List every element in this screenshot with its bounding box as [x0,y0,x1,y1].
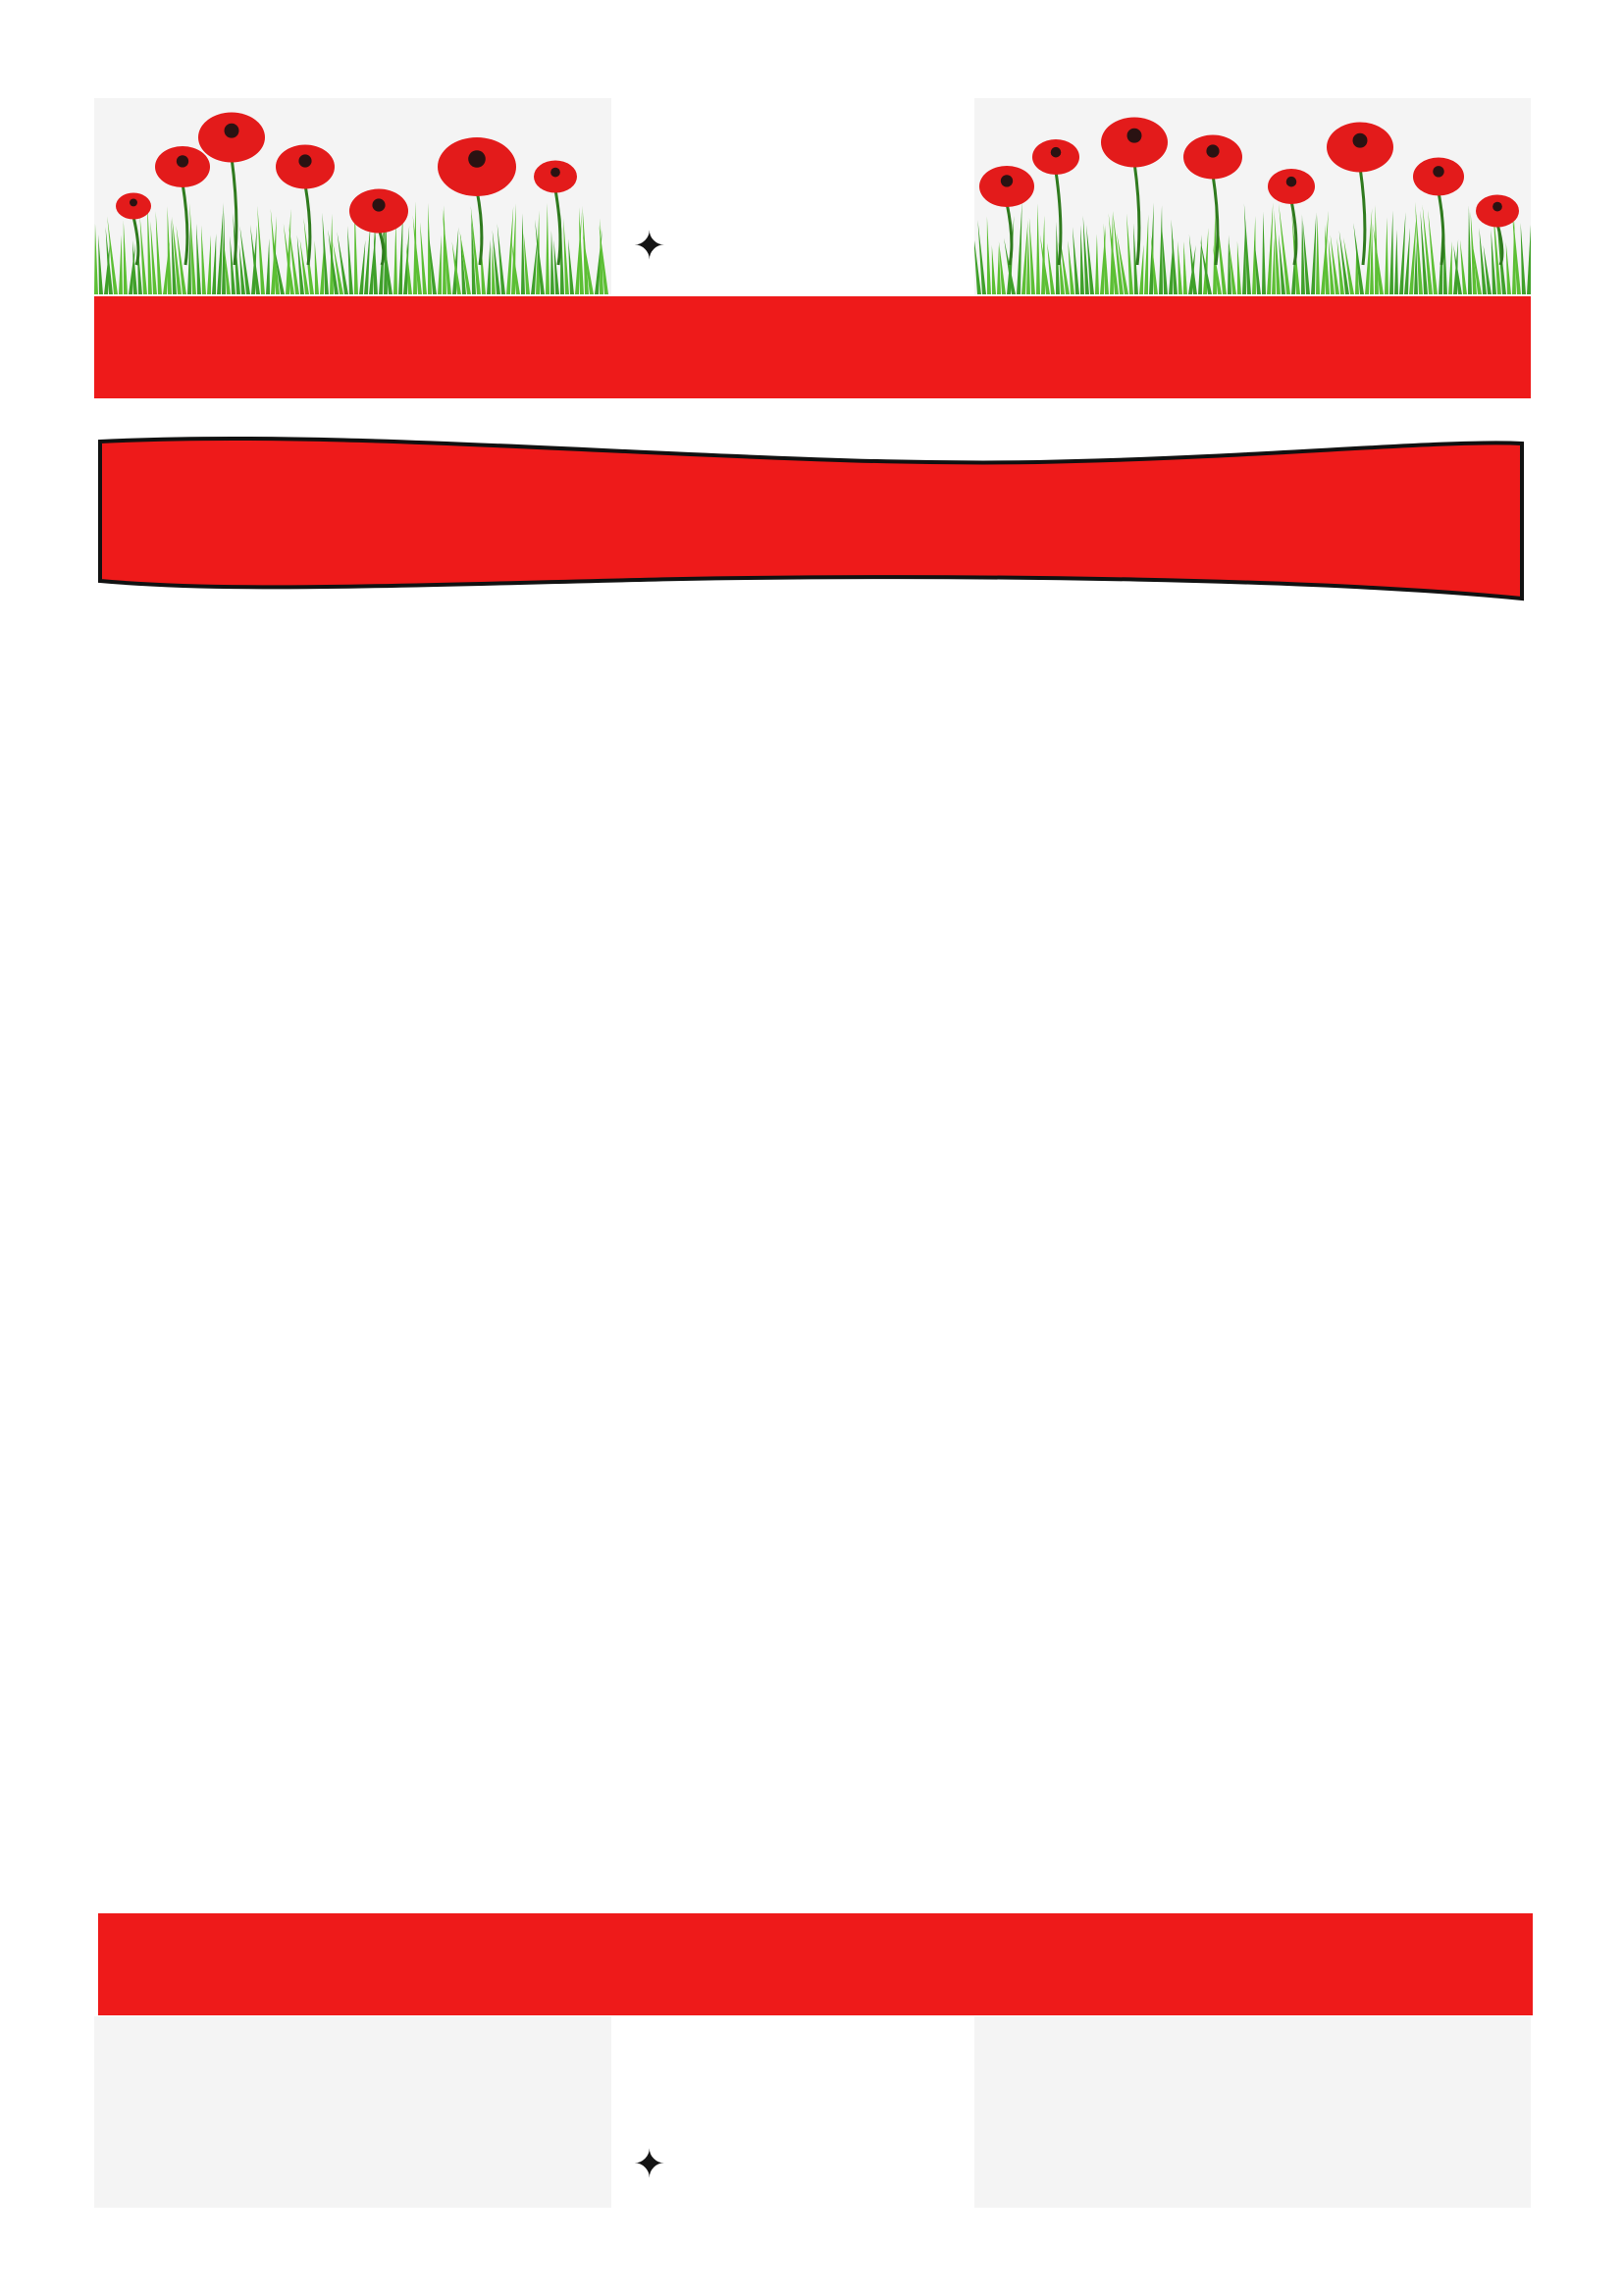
logo-bottom [611,2016,974,2208]
sparkle-icon: ✦ [633,2143,666,2186]
logo [611,98,974,294]
logo-tagline [888,2030,957,2138]
page-title [94,296,1531,398]
section-title [94,481,1531,549]
bottom-banner [94,2016,1531,2208]
sparkle-icon: ✦ [633,225,666,268]
menu-list [0,716,1623,761]
top-banner [94,98,1531,294]
logo-tagline [888,112,957,220]
footer-bar [98,1913,1533,2015]
